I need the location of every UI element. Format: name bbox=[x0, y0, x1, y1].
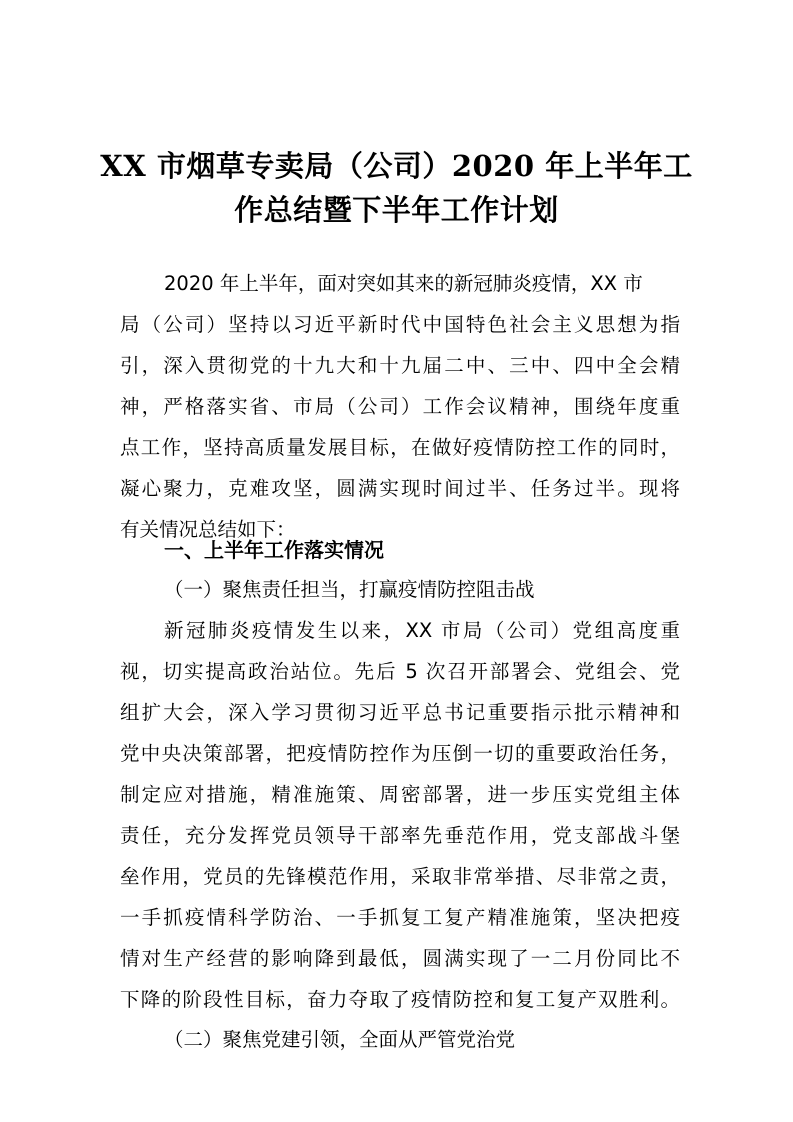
body-paragraph-line: 一手抓疫情科学防治、一手抓复工复产精准施策，坚决把疫 bbox=[120, 906, 680, 929]
body-paragraph-line: 新冠肺炎疫情发生以来，XX 市局（公司）党组高度重 bbox=[164, 619, 680, 642]
intro-paragraph-line: 局（公司）坚持以习近平新时代中国特色社会主义思想为指 bbox=[120, 313, 680, 336]
body-paragraph-line: 党中央决策部署，把疫情防控作为压倒一切的重要政治任务， bbox=[120, 742, 680, 765]
intro-paragraph-line: 2020 年上半年，面对突如其来的新冠肺炎疫情，XX 市 bbox=[164, 272, 643, 295]
body-paragraph-line: 制定应对措施，精准施策、周密部署，进一步压实党组主体 bbox=[120, 783, 680, 806]
intro-paragraph-line: 神，严格落实省、市局（公司）工作会议精神，围绕年度重 bbox=[120, 395, 680, 418]
body-paragraph-line: 垒作用，党员的先锋模范作用，采取非常举措、尽非常之责， bbox=[120, 865, 680, 888]
section-heading-1: 一、上半年工作落实情况 bbox=[164, 538, 384, 562]
section-heading-2: （二）聚焦党建引领，全面从严管党治党 bbox=[164, 1028, 516, 1051]
section-heading-2: （一）聚焦责任担当，打赢疫情防控阻击战 bbox=[164, 578, 535, 601]
intro-paragraph-line: 引，深入贯彻党的十九大和十九届二中、三中、四中全会精 bbox=[120, 354, 680, 377]
body-paragraph-line: 组扩大会，深入学习贯彻习近平总书记重要指示批示精神和 bbox=[120, 701, 680, 724]
document-title-line-2: 作总结暨下半年工作计划 bbox=[234, 193, 559, 227]
body-paragraph-line: 责任，充分发挥党员领导干部率先垂范作用，党支部战斗堡 bbox=[120, 824, 680, 847]
body-paragraph-line: 下降的阶段性目标，奋力夺取了疫情防控和复工复产双胜利。 bbox=[120, 988, 680, 1011]
intro-paragraph-line: 凝心聚力，克难攻坚，圆满实现时间过半、任务过半。现将 bbox=[120, 477, 680, 500]
body-paragraph-line: 情对生产经营的影响降到最低，圆满实现了一二月份同比不 bbox=[120, 947, 680, 970]
document-title-line-1: XX 市烟草专卖局（公司）2020 年上半年工 bbox=[100, 149, 693, 183]
intro-paragraph-line: 点工作，坚持高质量发展目标，在做好疫情防控工作的同时， bbox=[120, 436, 680, 459]
intro-paragraph-line: 有关情况总结如下： bbox=[120, 518, 296, 541]
body-paragraph-line: 视，切实提高政治站位。先后 5 次召开部署会、党组会、党 bbox=[120, 660, 680, 683]
